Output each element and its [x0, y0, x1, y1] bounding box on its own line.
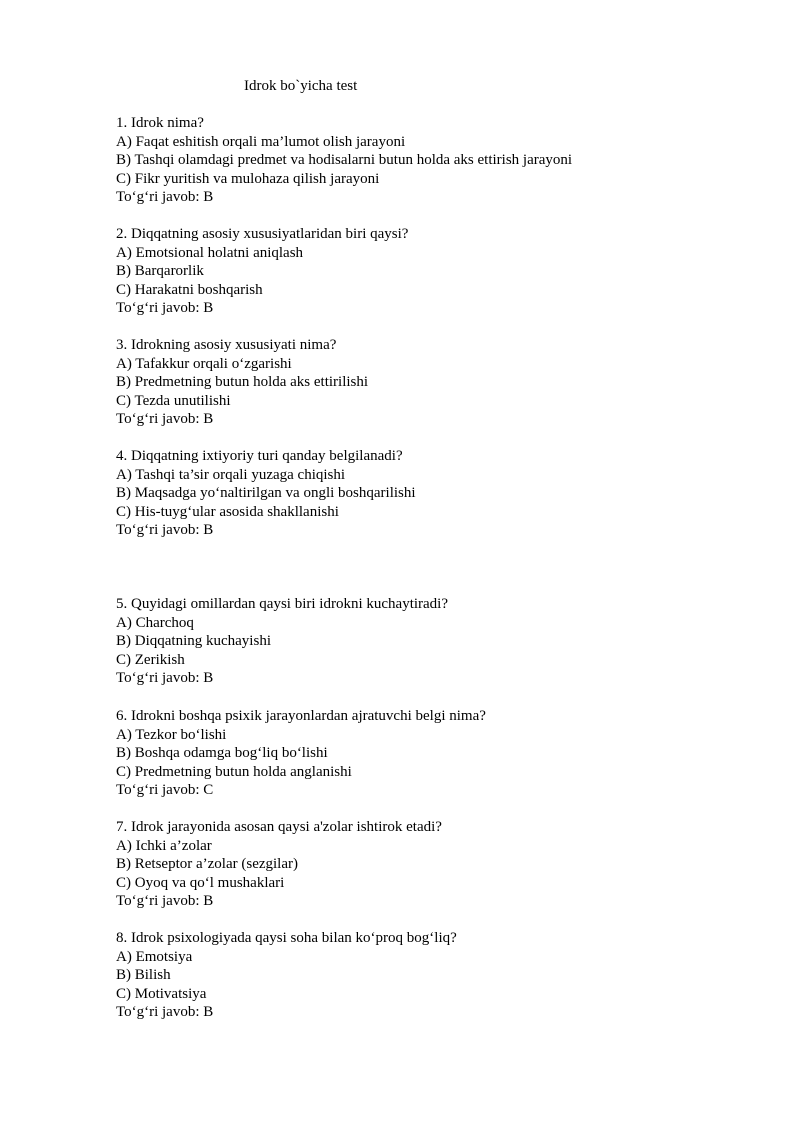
question-text: 3. Idrokning asosiy xususiyati nima?: [116, 337, 337, 353]
option-b: B) Bilish: [116, 967, 171, 983]
question-block-7: [116, 818, 442, 911]
option-b: B) Barqarorlik: [116, 263, 204, 279]
option-b: B) Retseptor a’zolar (sezgilar): [116, 856, 298, 872]
option-a: A) Tashqi ta’sir orqali yuzaga chiqishi: [116, 466, 346, 483]
option-b: B) Tashqi olamdagi predmet va hodisalarni butun holda aks ettirish jarayoni: [116, 152, 573, 168]
question-text: 8. Idrok psixologiyada qaysi soha bilan ko‘proq bog‘liq?: [116, 930, 457, 946]
option-a: A) Tafakkur orqali o‘zgarishi: [116, 355, 292, 372]
option-b: B) Maqsadga yo‘naltirilgan va ongli boshqarilishi: [116, 485, 416, 501]
question-block-5: [116, 595, 448, 688]
document-title: Idrok bo`yicha test: [244, 78, 358, 94]
option-c: C) Fikr yuritish va mulohaza qilish jarayoni: [116, 170, 380, 187]
correct-answer: To‘g‘ri javob: B: [116, 893, 214, 909]
option-a: A) Tezkor bo‘lishi: [116, 726, 227, 743]
question-block-8: [116, 929, 457, 1022]
question-block-4: [116, 447, 416, 540]
option-b: B) Predmetning butun holda aks ettirilishi: [116, 374, 369, 390]
question-text: 1. Idrok nima?: [116, 115, 204, 131]
option-c: C) Zerikish: [116, 651, 185, 668]
option-c: C) Motivatsiya: [116, 985, 207, 1002]
option-c: C) Harakatni boshqarish: [116, 281, 263, 298]
question-text: 2. Diqqatning asosiy xususiyatlaridan biri qaysi?: [116, 226, 409, 242]
question-text: 4. Diqqatning ixtiyoriy turi qanday belgilanadi?: [116, 448, 403, 464]
correct-answer: To‘g‘ri javob: B: [116, 670, 214, 686]
question-text: 6. Idrokni boshqa psixik jarayonlardan ajratuvchi belgi nima?: [116, 708, 486, 724]
correct-answer: To‘g‘ri javob: B: [116, 411, 214, 427]
option-a: A) Emotsiya: [116, 948, 193, 965]
correct-answer: To‘g‘ri javob: B: [116, 1004, 214, 1020]
question-text: 5. Quyidagi omillardan qaysi biri idrokni kuchaytiradi?: [116, 596, 449, 612]
question-block-1: [116, 114, 572, 207]
option-b: B) Diqqatning kuchayishi: [116, 633, 271, 649]
option-a: A) Emotsional holatni aniqlash: [116, 244, 304, 261]
option-c: C) Tezda unutilishi: [116, 392, 231, 409]
option-a: A) Faqat eshitish orqali ma’lumot olish jarayoni: [116, 133, 406, 150]
question-block-6: [116, 707, 486, 800]
correct-answer: To‘g‘ri javob: C: [116, 782, 214, 798]
question-block-3: [116, 336, 368, 429]
question-text: 7. Idrok jarayonida asosan qaysi a'zolar ishtirok etadi?: [116, 819, 442, 835]
option-c: C) His-tuyg‘ular asosida shakllanishi: [116, 503, 339, 520]
correct-answer: To‘g‘ri javob: B: [116, 189, 214, 205]
option-a: A) Ichki a’zolar: [116, 837, 212, 854]
option-c: C) Predmetning butun holda anglanishi: [116, 763, 352, 780]
option-c: C) Oyoq va qo‘l mushaklari: [116, 874, 285, 891]
option-b: B) Boshqa odamga bog‘liq bo‘lishi: [116, 745, 328, 761]
option-a: A) Charchoq: [116, 614, 194, 631]
correct-answer: To‘g‘ri javob: B: [116, 522, 214, 538]
question-block-2: [116, 225, 408, 318]
correct-answer: To‘g‘ri javob: B: [116, 300, 214, 316]
